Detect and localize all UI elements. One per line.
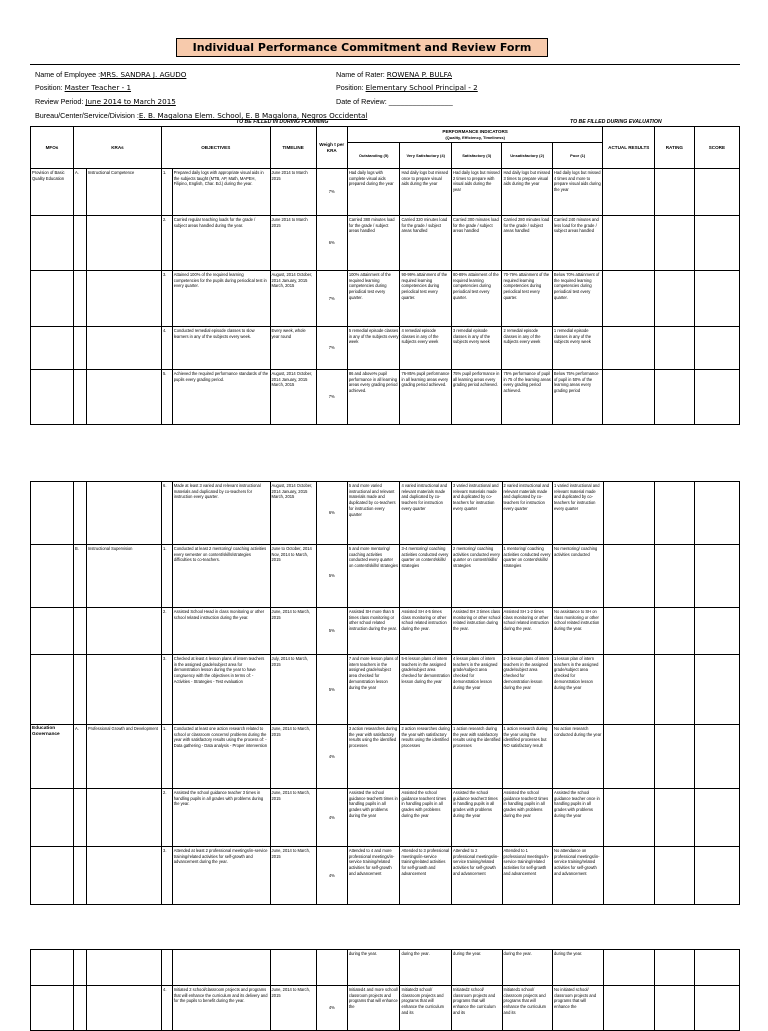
position-value: Master Teacher - 1 xyxy=(64,83,132,92)
objective-number-cell: 1. xyxy=(162,169,173,216)
bureau-label: Bureau/Center/Service/Division : xyxy=(35,111,139,120)
bureau-value: E. B. Magalona Elem. School, E. B Magalona, Negros Occidental xyxy=(138,111,368,120)
actual-results-cell xyxy=(603,545,655,608)
col-kras: KRAs xyxy=(73,127,161,169)
page3-body xyxy=(31,950,740,1031)
objective-number-cell: 4. xyxy=(162,327,173,370)
objective-number-cell: 1. xyxy=(162,545,173,608)
objective-cell: Made at least 3 varied and relevant instructional materials and duplicated by co-teachers for instruction every quarter. xyxy=(172,482,270,545)
col-performance-indicators xyxy=(347,127,603,143)
poor-cell: Carried 240 minutes and less load for the grade / subject areas handled xyxy=(552,216,603,271)
period-value: June 2014 to March 2015 xyxy=(85,97,176,106)
mfo-cell xyxy=(31,216,74,271)
mfo-cell xyxy=(31,950,74,986)
unsatisfactory-cell: Attended to 1 professional meetings/in-service training/related activities for self-growth and advancement xyxy=(502,847,552,905)
very-satisfactory-cell: 3-4 mentoring/ coaching activities conducted every quarter on content/skills/ strategies xyxy=(400,545,452,608)
poor-cell: No initiated school/ classroom projects and programs that will enhance the xyxy=(553,986,603,1031)
score-cell xyxy=(694,545,739,608)
rater-position-value: Elementary School Principal - 2 xyxy=(365,83,478,92)
objective-cell: Conducted remedial episode classes to slow learners in any of the subjects every week. xyxy=(172,327,270,370)
objective-number-cell: 4. xyxy=(162,986,173,1031)
mfo-cell xyxy=(31,608,74,655)
score-cell xyxy=(694,789,739,847)
kra-letter-cell xyxy=(73,608,86,655)
very-satisfactory-cell: Carried 320 minutes load for the grade / subject areas handled xyxy=(400,216,452,271)
kra-letter-cell xyxy=(73,655,86,725)
timeline-cell: August, 2014 October, 2014 January, 2015 March, 2015 xyxy=(270,271,316,327)
very-satisfactory-cell: Had daily logs but missed once to prepare visual aids during the year xyxy=(400,169,452,216)
objective-number-cell: 3. xyxy=(162,847,173,905)
actual-results-cell xyxy=(603,216,655,271)
objective-cell: Carried regular teaching loads for the grade / subject areas handled during the year. xyxy=(172,216,270,271)
weight-cell: 5% xyxy=(316,655,347,725)
weight-cell: 7% xyxy=(316,327,347,370)
satisfactory-cell: Attended to 2 professional meetings/in-service training/related activities for self-growth and advancement xyxy=(452,847,502,905)
form-title: Individual Performance Commitment and Review Form xyxy=(176,38,548,57)
table-row xyxy=(31,327,740,370)
rating-cell xyxy=(655,482,695,545)
weight-cell: 6% xyxy=(316,216,347,271)
unsatisfactory-cell: 70-79% attainment of the required learning competencies during periodical test every quarter. xyxy=(502,271,552,327)
weight-cell: 4% xyxy=(316,986,347,1031)
table-row xyxy=(31,370,740,425)
rater-position-label: Position: xyxy=(336,83,364,92)
timeline-cell: July, 2014 to March, 2015 xyxy=(270,655,316,725)
score-cell xyxy=(694,655,739,725)
unsatisfactory-cell: 1 mentoring/ coaching activities conducted every quarter on content/skills/ strategies xyxy=(502,545,552,608)
kra-letter-cell xyxy=(73,216,86,271)
very-satisfactory-cell: Assisted SH 4-5 times class monitoring or other school related instruction during the year. xyxy=(400,608,452,655)
very-satisfactory-cell: during the year. xyxy=(400,950,452,986)
kra-letter-cell xyxy=(73,327,86,370)
kra-cell: Instructional Competence xyxy=(86,169,161,216)
objective-cell: Attained 100% of the required learning competencies for the pupils during periodical test in every quarter. xyxy=(172,271,270,327)
col-outstanding: Outstanding (5) xyxy=(347,143,400,169)
col-very-satisfactory: Very Satisfactory (4) xyxy=(400,143,452,169)
col-poor: Poor (1) xyxy=(552,143,603,169)
kra-letter-cell xyxy=(73,370,86,425)
table-row xyxy=(31,169,740,216)
rating-cell xyxy=(655,789,695,847)
unsatisfactory-cell: 2-3 lesson plans of intern teachers in the assigned grade/subject area checked for demonstration lesson during the year xyxy=(502,655,552,725)
poor-cell: Below 75% performance of pupil in 50% of the learning areas every grading period xyxy=(552,370,603,425)
satisfactory-cell: Assisted the school guidance teacher3 times in handling pupils in all grades with problems during the year xyxy=(452,789,502,847)
score-cell xyxy=(694,950,739,986)
rating-cell xyxy=(655,216,695,271)
outstanding-cell: Initiated4 and more school/ classroom projects and programs that will enhance the xyxy=(347,986,400,1031)
poor-cell: No action research conducted during the year xyxy=(553,725,603,789)
evaluation-band: TO BE FILLED DURING EVALUATION xyxy=(570,119,662,125)
satisfactory-cell: Carried 300 minutes load for the grade / subject areas handled xyxy=(451,216,501,271)
kra-cell xyxy=(86,327,161,370)
table-row xyxy=(31,950,740,986)
employee-label: Name of Employee : xyxy=(35,70,101,79)
rater-value: ROWENA P. BULFA xyxy=(386,70,452,79)
position-label: Position: xyxy=(35,83,63,92)
unsatisfactory-cell: 1 action research during the year using the identified processes but NO satisfactory result xyxy=(502,725,552,789)
page2-body xyxy=(31,482,740,905)
objective-number-cell: 2. xyxy=(162,608,173,655)
mfo-cell xyxy=(31,545,74,608)
timeline-cell: Every week, whole year round xyxy=(270,327,316,370)
weight-cell xyxy=(316,950,347,986)
unsatisfactory-cell: Carried 280 minutes load for the grade / subject areas handled xyxy=(502,216,552,271)
objective-number-cell: 5. xyxy=(162,370,173,425)
rating-cell xyxy=(655,545,695,608)
rating-cell xyxy=(655,271,695,327)
table-row xyxy=(31,847,740,905)
kra-cell: Instructional Supervision xyxy=(86,545,161,608)
poor-cell: Had daily logs but missed 4 times and more to prepare visual aids during the year xyxy=(552,169,603,216)
timeline-cell: June 2014 to March 2015 xyxy=(270,169,316,216)
page1-body xyxy=(31,169,740,425)
satisfactory-cell: 80-89% attainment of the required learning competencies during periodical test every quarter. xyxy=(451,271,501,327)
objective-cell: Conducted at least one action research related to school or classroom concerns/ problems during the year with satisfactory results using the process of: - Data gathering - Data analysis - Proper intervention xyxy=(172,725,270,789)
date-value: ________________ xyxy=(388,97,453,106)
objective-cell: Assisted School Head in class monitoring or other school related instruction during the year. xyxy=(172,608,270,655)
table-row xyxy=(31,789,740,847)
col-timeline: TIMELINE xyxy=(270,127,316,169)
col-score: SCORE xyxy=(694,127,739,169)
very-satisfactory-cell: 4 remedial episode classes in any of the subjects every week xyxy=(400,327,452,370)
weight-cell: 4% xyxy=(316,725,347,789)
weight-cell: 6% xyxy=(316,482,347,545)
very-satisfactory-cell: 5-6 lesson plans of intern teachers in the assigned grade/subject area checked for demonstration lesson during the year xyxy=(400,655,452,725)
satisfactory-cell: 1 action research during the year with satisfactory results using the identified processes xyxy=(452,725,502,789)
actual-results-cell xyxy=(603,482,655,545)
rating-cell xyxy=(655,370,695,425)
col-mfos: MFOs xyxy=(31,127,74,169)
actual-results-cell xyxy=(603,370,655,425)
unsatisfactory-cell: Assisted SH 1-2 times class monitoring or other school related instruction during the year. xyxy=(502,608,552,655)
poor-cell: No mentoring/ coaching activities conducted xyxy=(553,545,603,608)
unsatisfactory-cell: Had daily logs but missed 3 times to prepare visual aids during the year xyxy=(502,169,552,216)
outstanding-cell: 100% attainment of the required learning competencies during periodical test every quarter. xyxy=(347,271,400,327)
satisfactory-cell: Had daily logs but missed 2 times to prepare with visual aids during the year xyxy=(451,169,501,216)
indicators-subtitle: (Quality, Efficiency, Timeliness) xyxy=(445,134,505,140)
score-cell xyxy=(694,370,739,425)
table-row xyxy=(31,271,740,327)
actual-results-cell xyxy=(603,608,655,655)
objective-number-cell: 1. xyxy=(162,725,173,789)
kra-cell xyxy=(86,216,161,271)
rating-cell xyxy=(655,847,695,905)
outstanding-cell: Attended to 4 and more professional meetings/in-service training/related activities for self-growth and advancement xyxy=(347,847,400,905)
kra-letter-cell: A. xyxy=(73,169,86,216)
table-row xyxy=(31,216,740,271)
planning-band: TO BE FILLED IN DURING PLANNING xyxy=(236,119,329,125)
timeline-cell: June, 2014 to March, 2015 xyxy=(270,725,316,789)
employee-info-block xyxy=(30,64,740,127)
satisfactory-cell: 3 varied instructional and relevant materials made and duplicated by co-teachers for instruction every quarter xyxy=(452,482,502,545)
score-cell xyxy=(694,169,739,216)
kra-letter-cell xyxy=(73,789,86,847)
kra-cell xyxy=(86,482,161,545)
mfo-cell xyxy=(31,789,74,847)
objective-cell: Assisted the school guidance teacher 3 times in handling pupils in all grades with problems during the year. xyxy=(172,789,270,847)
timeline-cell: June, 2014 to March, 2015 xyxy=(270,986,316,1031)
outstanding-cell: 5 and more varied instructional and relevant materials made and duplicated by co-teachers for instruction every quarter xyxy=(347,482,400,545)
outstanding-cell: during the year. xyxy=(347,950,400,986)
mfo-cell xyxy=(31,271,74,327)
satisfactory-cell: 75% pupil performance in all learning areas every grading period achieved. xyxy=(451,370,501,425)
actual-results-cell xyxy=(603,655,655,725)
rating-cell xyxy=(655,950,695,986)
weight-cell: 4% xyxy=(316,847,347,905)
table-row xyxy=(31,482,740,545)
score-cell xyxy=(694,482,739,545)
performance-table-page3 xyxy=(30,949,740,1031)
objective-cell: Achieved the required performance standards of the pupils every grading period. xyxy=(172,370,270,425)
kra-letter-cell xyxy=(73,271,86,327)
very-satisfactory-cell: Assisted the school guidance teacher4 times in handling pupils in all grades with problems during the year xyxy=(400,789,452,847)
kra-cell: Professional Growth and Development xyxy=(86,725,161,789)
objective-number-cell xyxy=(162,950,173,986)
timeline-cell xyxy=(270,950,316,986)
unsatisfactory-cell: Assisted the school guidance teacher2 times in handling pupils in all grades with problems during the year xyxy=(502,789,552,847)
unsatisfactory-cell: 2 remedial episode classes in any of the subjects every week xyxy=(502,327,552,370)
rating-cell xyxy=(655,655,695,725)
period-label: Review Period: xyxy=(35,97,84,106)
timeline-cell: June, 2014 to March, 2015 xyxy=(270,789,316,847)
mfo-cell xyxy=(31,327,74,370)
kra-cell xyxy=(86,608,161,655)
outstanding-cell: Assisted the school guidance teacher5 times in handling pupils in all grades with problems during the year xyxy=(347,789,400,847)
performance-table-page1 xyxy=(30,126,740,425)
outstanding-cell: 5 remedial episode classes in any of the subjects every week xyxy=(347,327,400,370)
objective-number-cell: 3. xyxy=(162,655,173,725)
kra-letter-cell xyxy=(73,847,86,905)
very-satisfactory-cell: 2 action researches during the year with satisfactory results using the identified processes xyxy=(400,725,452,789)
rating-cell xyxy=(655,725,695,789)
mfo-cell xyxy=(31,847,74,905)
employee-position-line xyxy=(35,83,131,92)
mfo-cell: Provision of Basic Quality Education xyxy=(31,169,74,216)
kra-cell xyxy=(86,847,161,905)
weight-cell: 7% xyxy=(316,169,347,216)
table-row xyxy=(31,545,740,608)
score-cell xyxy=(694,271,739,327)
weight-cell: 7% xyxy=(316,271,347,327)
kra-letter-cell: A. xyxy=(73,725,86,789)
actual-results-cell xyxy=(603,725,655,789)
poor-cell: 1 remedial episode classes in any of the subjects every week xyxy=(552,327,603,370)
review-period-line xyxy=(35,97,176,106)
actual-results-cell xyxy=(603,789,655,847)
outstanding-cell: 7 and more lesson plans of intern teachers in the assigned grade/subject area checked for demonstration lesson during the year xyxy=(347,655,400,725)
kra-cell xyxy=(86,271,161,327)
timeline-cell: June, 2014 to March, 2015 xyxy=(270,608,316,655)
unsatisfactory-cell: Initiated1 school/ classroom projects and programs that will enhance the curriculum and its xyxy=(502,986,552,1031)
poor-cell: during the year. xyxy=(553,950,603,986)
outstanding-cell: 5 and more mentoring/ coaching activities conducted every quarter on content/skills/ strategies xyxy=(347,545,400,608)
weight-cell: 7% xyxy=(316,370,347,425)
satisfactory-cell: Initiated2 school/ classroom projects and programs that will enhance the curriculum and its xyxy=(452,986,502,1031)
rating-cell xyxy=(655,608,695,655)
outstanding-cell: 86 and above% pupil performance in all learning areas every grading period achieved. xyxy=(347,370,400,425)
kra-cell xyxy=(86,789,161,847)
poor-cell: 1 varied instructional and relevant material made and duplicated by co-teachers for instruction every quarter xyxy=(553,482,603,545)
score-cell xyxy=(694,847,739,905)
timeline-cell: August, 2014 October, 2014 January, 2015 March, 2015 xyxy=(270,370,316,425)
outstanding-cell: Assisted SH more than 5 times class monitoring or other school related instruction during the year. xyxy=(347,608,400,655)
score-cell xyxy=(694,608,739,655)
kra-cell xyxy=(86,655,161,725)
actual-results-cell xyxy=(603,950,655,986)
col-satisfactory: Satisfactory (3) xyxy=(451,143,501,169)
very-satisfactory-cell: 76-85% pupil performance in all learning areas every grading period achieved. xyxy=(400,370,452,425)
actual-results-cell xyxy=(603,169,655,216)
objective-number-cell: 2. xyxy=(162,216,173,271)
very-satisfactory-cell: 4 varied instructional and relevant materials made and duplicated by co-teachers for instruction every quarter xyxy=(400,482,452,545)
date-label: Date of Review: xyxy=(336,97,387,106)
objective-cell: Initiated 2 school/classroom projects and programs that will enhance the curriculum and its delivery and for the pupils to benefit during the year. xyxy=(172,986,270,1031)
score-cell xyxy=(694,327,739,370)
col-objectives: OBJECTIVES xyxy=(162,127,270,169)
employee-value: MRS. SANDRA J. AGUDO xyxy=(100,70,187,79)
kra-cell xyxy=(86,950,161,986)
mfo-cell xyxy=(31,655,74,725)
objective-cell: Conducted at least 2 mentoring/ coaching activities every semester on content/skills/strategies difficulties to co-teachers. xyxy=(172,545,270,608)
outstanding-cell: Carried 380 minutes load for the grade / subject areas handled xyxy=(347,216,400,271)
objective-cell xyxy=(172,950,270,986)
timeline-cell: June 2014 to March 2015 xyxy=(270,216,316,271)
rater-position-line xyxy=(336,83,478,92)
outstanding-cell: 3 action researches during the year with satisfactory results using the identified processes xyxy=(347,725,400,789)
kra-letter-cell: B. xyxy=(73,545,86,608)
very-satisfactory-cell: Attended to 3 professional meetings/in-service training/related activities for self-growth and advancement xyxy=(400,847,452,905)
kra-cell xyxy=(86,370,161,425)
unsatisfactory-cell: during the year. xyxy=(502,950,552,986)
timeline-cell: August, 2014 October, 2014 January, 2015 March, 2015 xyxy=(270,482,316,545)
review-date-line xyxy=(336,97,453,106)
timeline-cell: June to October, 2014 Nov, 2014 to March, 2015 xyxy=(270,545,316,608)
rating-cell xyxy=(655,327,695,370)
employee-name-line xyxy=(35,70,186,79)
weight-cell: 4% xyxy=(316,789,347,847)
kra-letter-cell xyxy=(73,482,86,545)
very-satisfactory-cell: Initiated3 school/ classroom projects and programs that will enhance the curriculum and its xyxy=(400,986,452,1031)
unsatisfactory-cell: 75% performance of pupil in 75 of the learning areas every grading period achieved. xyxy=(502,370,552,425)
poor-cell: No attendance on professional meetings/in-service training/related activities for self-growth and advancement xyxy=(553,847,603,905)
actual-results-cell xyxy=(603,271,655,327)
outstanding-cell: Had daily logs with complete visual aids prepared during the year xyxy=(347,169,400,216)
satisfactory-cell: 3 remedial episode classes in any of the subjects every week xyxy=(451,327,501,370)
poor-cell: Assisted the school guidance teacher once in handling pupils in all grades with problems during the year xyxy=(553,789,603,847)
mfo-cell xyxy=(31,482,74,545)
poor-cell: Below 70% attainment of the required learning competencies during periodical test every quarter. xyxy=(552,271,603,327)
score-cell xyxy=(694,725,739,789)
mfo-cell: Education Governance xyxy=(31,725,74,789)
table-row xyxy=(31,608,740,655)
weight-cell: 5% xyxy=(316,608,347,655)
mfo-cell xyxy=(31,370,74,425)
poor-cell: 1 lesson plan of intern teachers in the assigned grade/subject area checked for demonstration lesson during the year xyxy=(553,655,603,725)
actual-results-cell xyxy=(603,847,655,905)
score-cell xyxy=(694,216,739,271)
objective-cell: Prepared daily logs with appropriate visual aids in the subjects taught (MTB, AP, Math, MAPEH, Filipino, English, Char. Ed.) during the year. xyxy=(172,169,270,216)
satisfactory-cell: during the year. xyxy=(452,950,502,986)
rater-label: Name of Rater: xyxy=(336,70,385,79)
satisfactory-cell: Assisted SH 3 times class monitoring or other school related instruction during the year. xyxy=(452,608,502,655)
objective-number-cell: 3. xyxy=(162,271,173,327)
kra-letter-cell xyxy=(73,950,86,986)
objective-cell: Attended at least 2 professional meetings/in-service training/related activities for self-growth and advancement during the year. xyxy=(172,847,270,905)
timeline-cell: June, 2014 to March, 2015 xyxy=(270,847,316,905)
indicators-title: PERFORMANCE INDICATORS xyxy=(442,128,508,134)
rating-cell xyxy=(655,169,695,216)
satisfactory-cell: 2 mentoring/ coaching activities conducted every quarter on content/skills/ strategies xyxy=(452,545,502,608)
poor-cell: No assistance to SH on class monitoring or other school related instruction during the year. xyxy=(553,608,603,655)
table-row xyxy=(31,725,740,789)
very-satisfactory-cell: 90-99% attainment of the required learning competencies during periodical test every quarter. xyxy=(400,271,452,327)
objective-number-cell: 6. xyxy=(162,482,173,545)
objective-cell: Checked at least 4 lesson plans of intern teachers in the assigned grade/subject area for demonstration lesson during the year to have congruency with the objectives in terms of: - Activities - Strategies - Test evaluation xyxy=(172,655,270,725)
unsatisfactory-cell: 2 varied instructional and relevant materials made and duplicated by co-teachers for instruction every quarter xyxy=(502,482,552,545)
rater-name-line xyxy=(336,70,452,79)
weight-cell: 5% xyxy=(316,545,347,608)
satisfactory-cell: 4 lesson plans of intern teachers in the assigned grade/subject area checked for demonstration lesson during the year xyxy=(452,655,502,725)
performance-table-page2 xyxy=(30,481,740,905)
table-row xyxy=(31,655,740,725)
col-weight: Weigh t per KRA xyxy=(316,127,347,169)
objective-number-cell: 2. xyxy=(162,789,173,847)
col-unsatisfactory: Unsatisfactory (2) xyxy=(502,143,552,169)
actual-results-cell xyxy=(603,327,655,370)
col-actual-results: ACTUAL RESULTS xyxy=(603,127,655,169)
col-rating: RATING xyxy=(655,127,695,169)
